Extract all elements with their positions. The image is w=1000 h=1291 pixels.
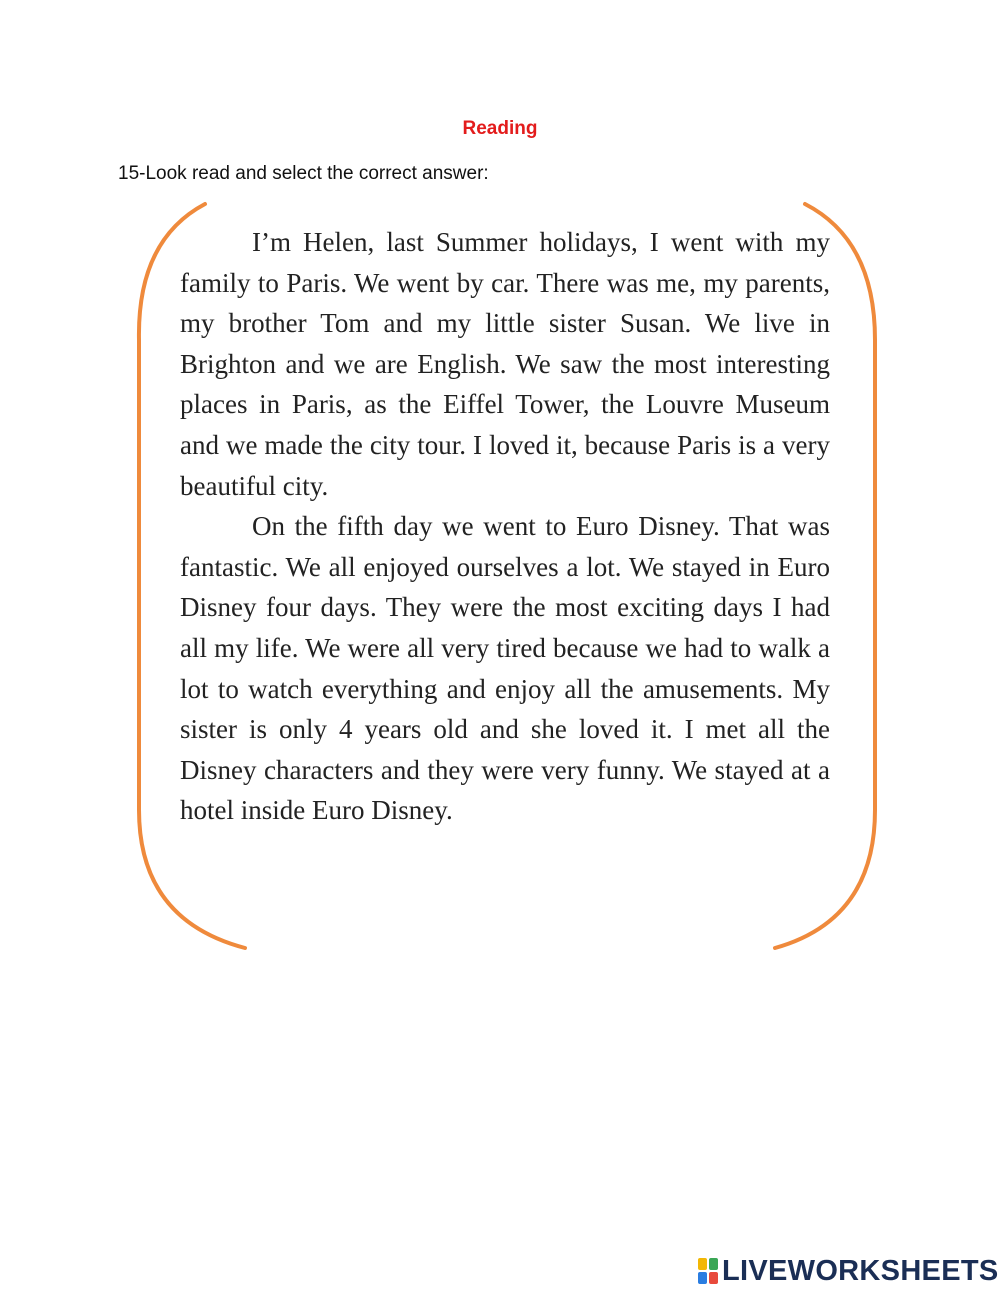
story-paragraph-2: On the fifth day we went to Euro Disney. That was fantastic. We all enjoyed ourselves a lot. We stayed in Euro Disney four days. They were the most exciting days I had all my life. We were all very tired because we had to walk a lot to watch everything and enjoy all the amusements. My sister is only 4 years old and she loved it. I met all the Disney characters and they were very funny. We stayed at a hotel inside Euro Disney. xyxy=(180,511,830,826)
exercise-instruction: 15-Look read and select the correct answer: xyxy=(118,163,489,184)
reading-passage xyxy=(180,222,830,831)
liveworksheets-logo xyxy=(698,1254,999,1288)
logo-text: LIVEWORKSHEETS xyxy=(722,1254,999,1287)
liveworksheets-logo-icon xyxy=(698,1258,718,1284)
page-title: Reading xyxy=(462,118,538,139)
story-paragraph-1: I’m Helen, last Summer holidays, I went with my family to Paris. We went by car. There was me, my parents, my brother Tom and my little sister Susan. We live in Brighton and we are English. We saw the most interesting places in Paris, as the Eiffel Tower, the Louvre Museum and we made the city tour. I loved it, because Paris is a very beautiful city. xyxy=(180,227,830,501)
